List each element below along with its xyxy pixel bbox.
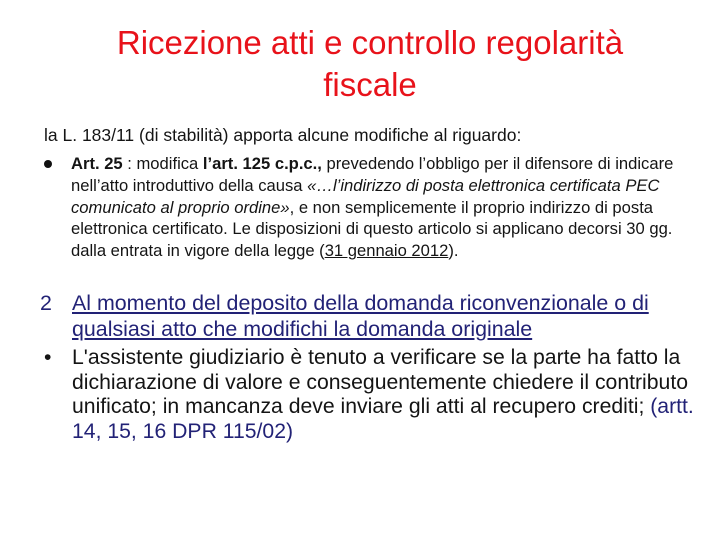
slide-title-line2: fiscale bbox=[323, 66, 417, 103]
legal-reference: (artt. 14, 15, 16 DPR 115/02) bbox=[72, 395, 694, 443]
body-text-3: ). bbox=[448, 241, 459, 261]
intro-text: la L. 183/11 (di stabilità) apporta alcune modifiche al riguardo: bbox=[44, 125, 522, 145]
section-heading-2 bbox=[40, 291, 704, 342]
body-text-1: prevedendo l’obbligo per il difensore di indicare nell’atto introduttivo della causa bbox=[71, 154, 674, 195]
separator-text: : modifica bbox=[122, 154, 203, 173]
list-item-assistente bbox=[44, 346, 694, 444]
section-heading-text: Al momento del deposito della domanda riconvenzionale o di qualsiasi atto che modifichi la domanda originale bbox=[72, 291, 649, 341]
section-number: 2 bbox=[40, 291, 52, 315]
body-text-2: , e non semplicemente il proprio indirizzo di posta elettronica certificato. Le disposizioni di questo articolo si applicano decorsi 30 gg. dalla entrata in vigore della legge ( bbox=[71, 197, 673, 261]
list-item-art-25 bbox=[44, 153, 684, 262]
article-label: Art. 25 bbox=[71, 154, 123, 173]
effective-date: 31 gennaio 2012 bbox=[324, 241, 449, 261]
bullet-dot-icon bbox=[44, 160, 52, 168]
article-reference: l’art. 125 c.p.c., bbox=[202, 154, 322, 173]
list-item-body bbox=[71, 153, 684, 262]
quoted-text: «…l’indirizzo di posta elettronica certificata PEC comunicato al proprio ordine» bbox=[71, 175, 660, 217]
slide-title bbox=[60, 22, 680, 106]
slide-title-line1: Ricezione atti e controllo regolarità bbox=[116, 24, 624, 61]
list-item-body bbox=[72, 346, 694, 444]
bullet-icon: • bbox=[44, 346, 52, 369]
body-text: L'assistente giudiziario è tenuto a verificare se la parte ha fatto la dichiarazione di valore e conseguentemente chiedere il contributo unificato; in mancanza deve inviare gli atti al recupero crediti; bbox=[72, 346, 688, 419]
